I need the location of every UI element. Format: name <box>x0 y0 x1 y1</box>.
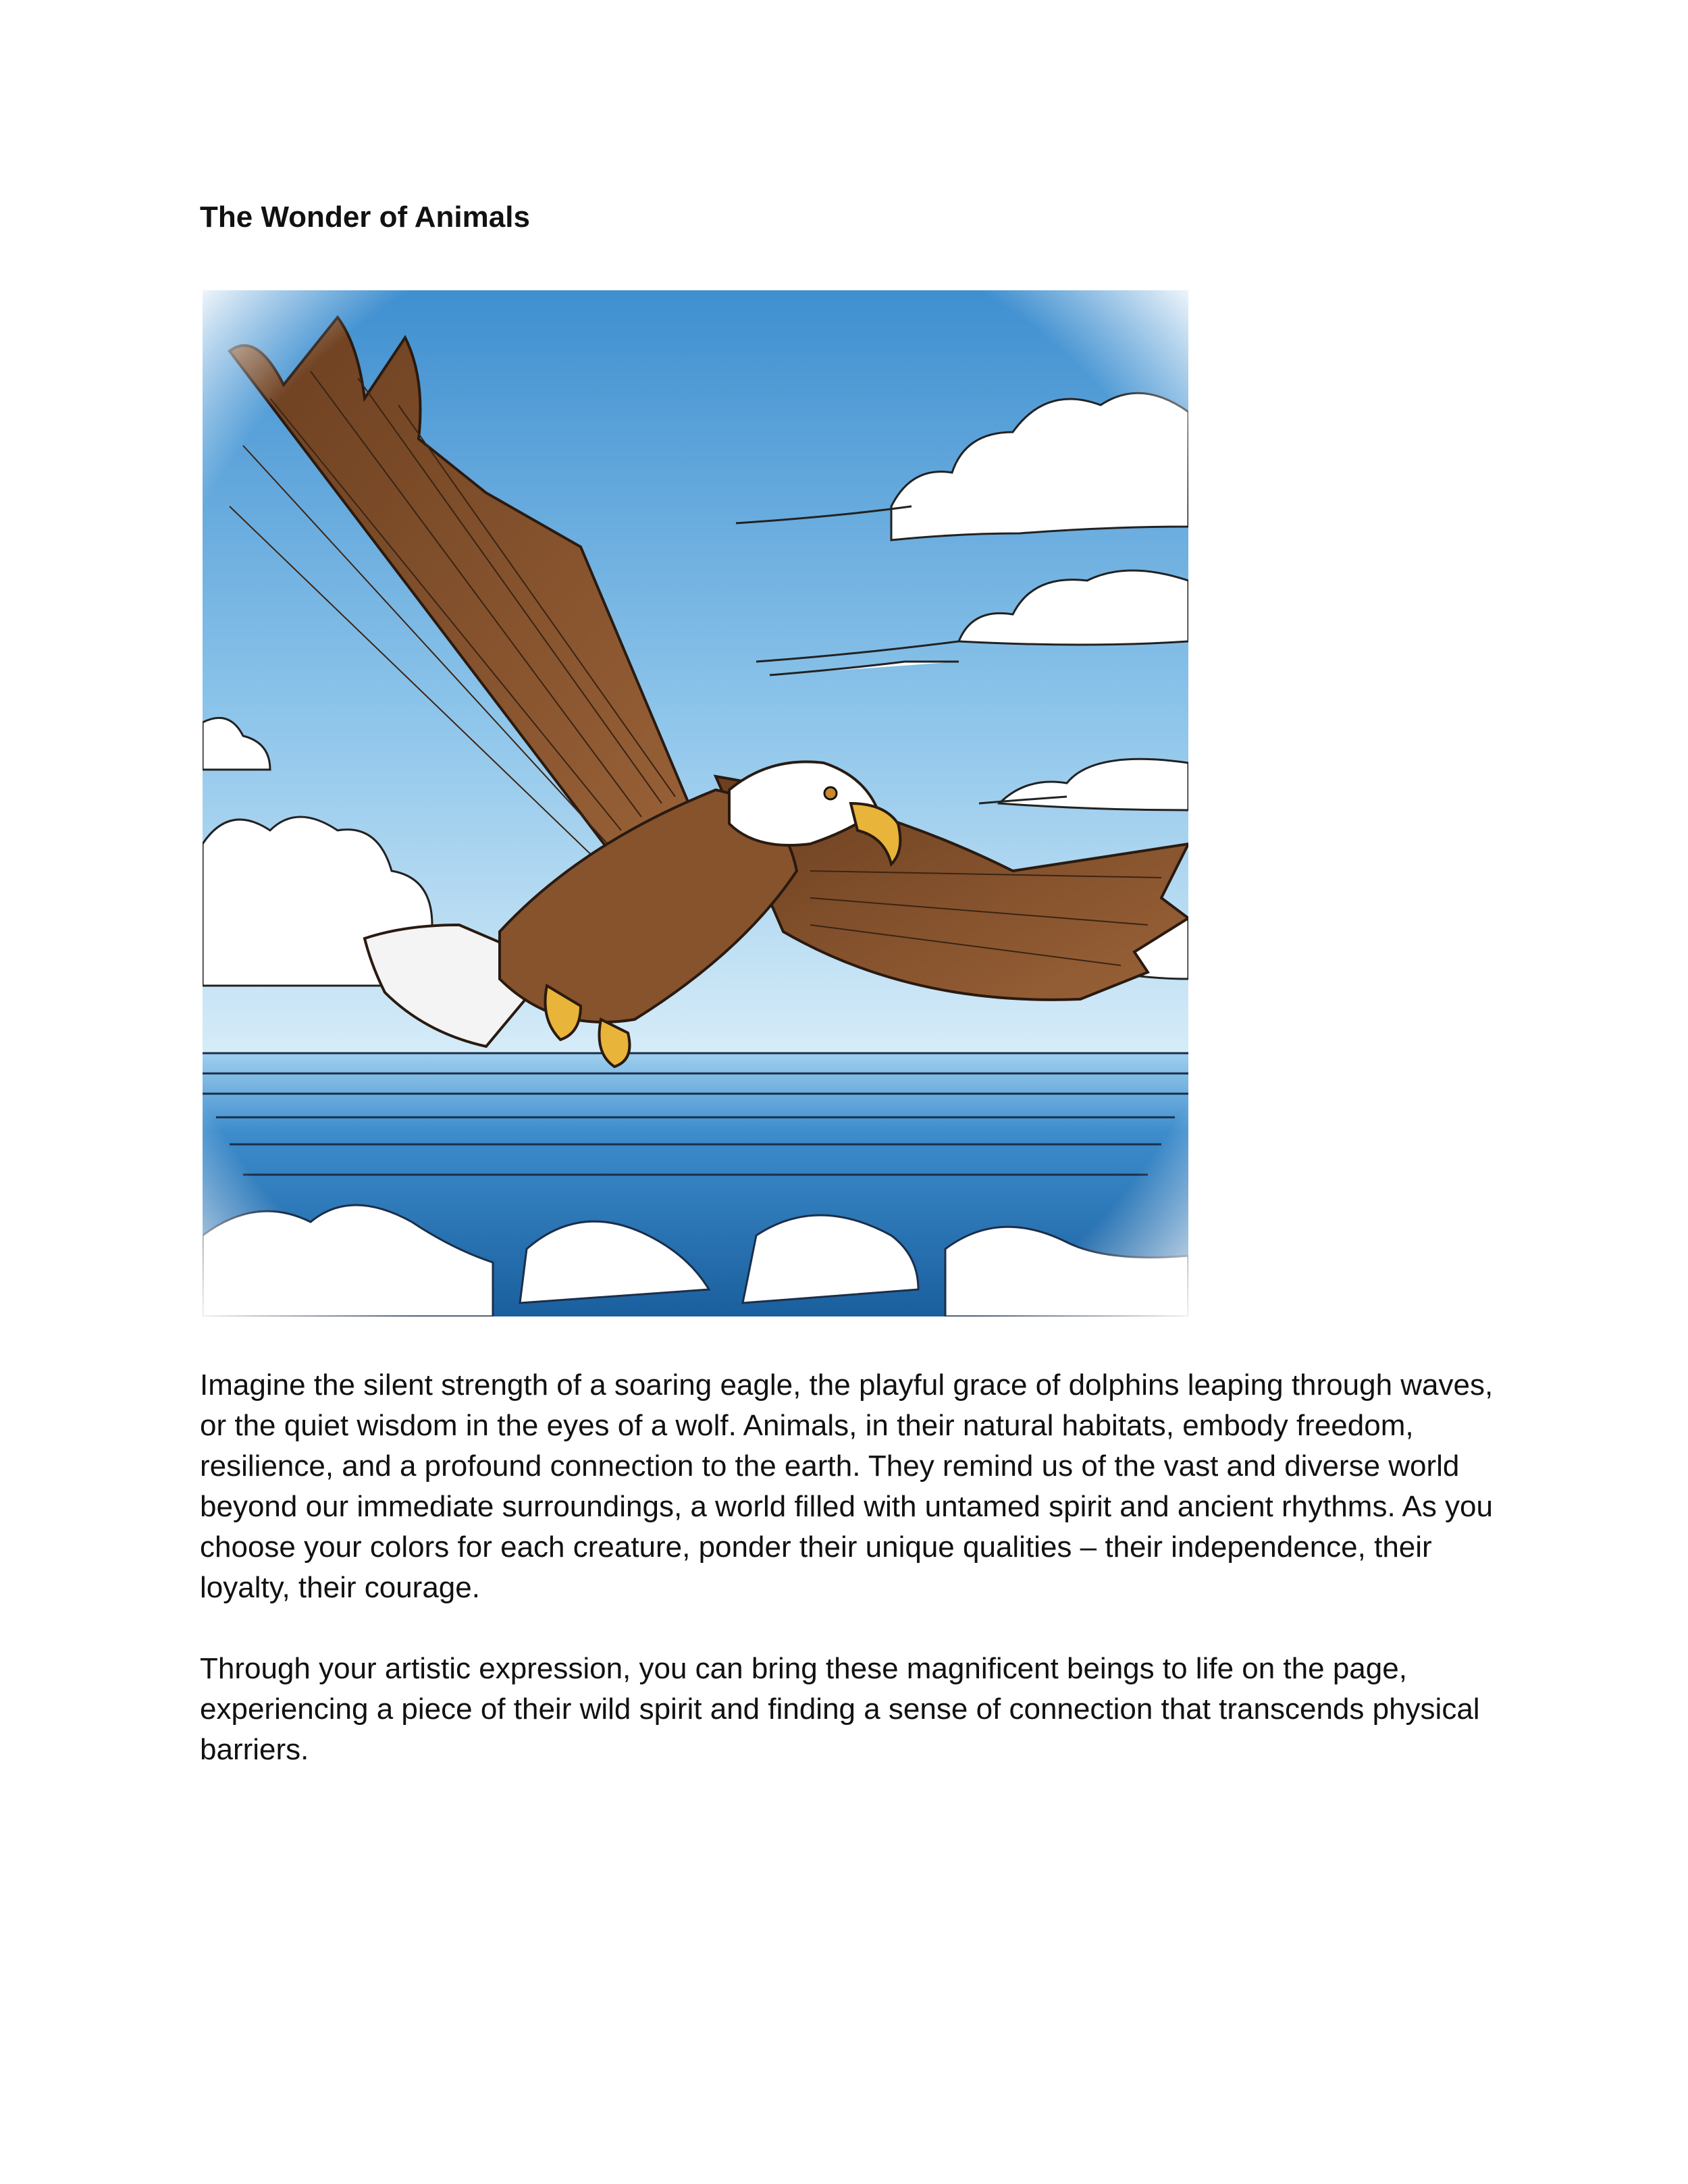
paragraph-1: Imagine the silent strength of a soaring eagle, the playful grace of dolphins leaping through waves, or the quiet wisdom in the eyes of a wolf. Animals, in their natural habitats, embody freedom, resilience, and a profound connection to the earth. They remind us of the vast and diverse world beyond our immediate surroundings, a world filled with untamed spirit and ancient rhythms. As you choose your colors for each creature, ponder their unique qualities – their independence, their loyalty, their courage. <box>200 1368 1494 1604</box>
page-title: The Wonder of Animals <box>200 201 530 234</box>
eagle-illustration <box>203 290 1188 1316</box>
vignette-overlay <box>203 290 1188 1316</box>
paragraph-2: Through your artistic expression, you can bring these magnificent beings to life on the page, experiencing a piece of their wild spirit and finding a sense of connection that transcends physical barriers. <box>200 1652 1480 1766</box>
